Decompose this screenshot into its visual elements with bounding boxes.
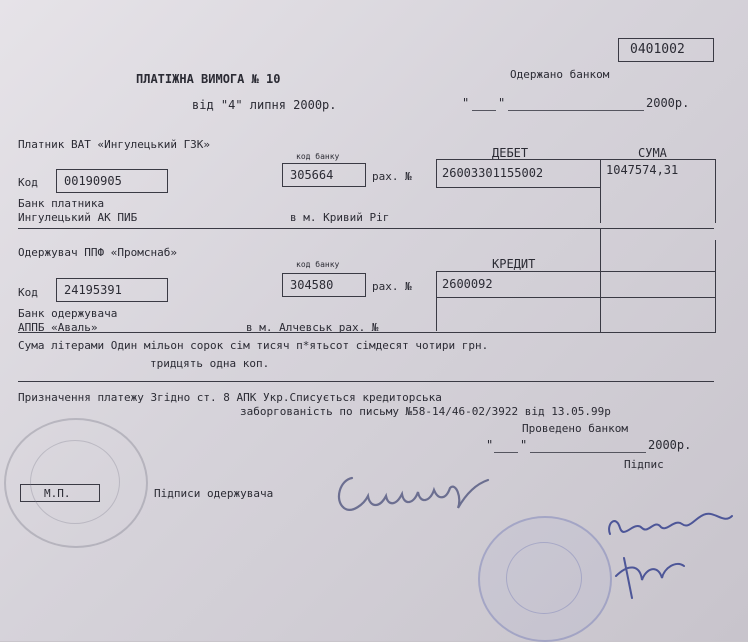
received-date-quote-open: " <box>462 96 470 110</box>
document-date: від "4" липня 2000р. <box>192 98 337 112</box>
recipient-bank-city: в м. Алчевськ рах. № <box>246 321 379 334</box>
bank-signature-image <box>598 494 744 608</box>
credit-mid-line <box>436 297 716 298</box>
payment-purpose-line-2: заборгованість по письму №58-14/46-02/3922 від 13.05.99р <box>240 405 611 418</box>
recipient-code-label: Код <box>18 286 38 299</box>
form-code: 0401002 <box>630 42 685 57</box>
processed-date-quote-mid: " <box>520 438 528 452</box>
payer-bank-label: Банк платника <box>18 197 105 210</box>
debit-header: ДЕБЕТ <box>492 146 529 160</box>
payer-code: 00190905 <box>64 174 122 188</box>
recipient-signature-image <box>330 464 500 520</box>
received-by-bank-label: Одержано банком <box>510 68 610 81</box>
recipient-bank-code: 304580 <box>290 278 334 292</box>
received-date-month-line <box>508 110 644 111</box>
received-date-year: 2000р. <box>646 96 690 110</box>
debit-top-line <box>436 159 716 160</box>
processed-date-month-line <box>530 452 646 453</box>
payer-section-bottom-line <box>18 228 714 229</box>
amount: 1047574,31 <box>606 163 679 177</box>
sum-lower-left-line <box>600 228 601 332</box>
debit-sum-divider <box>600 159 601 223</box>
credit-right-line <box>715 240 716 332</box>
bank-signature-label: Підпис <box>624 458 664 471</box>
debit-account: 26003301155002 <box>442 166 544 180</box>
payer-code-label: Код <box>18 176 38 189</box>
recipient-signatures-label: Підписи одержувача <box>154 487 274 500</box>
recipient-bank-code-label: код банку <box>296 260 340 269</box>
payer-bank-code: 305664 <box>290 168 334 182</box>
sum-header: СУМА <box>638 146 667 160</box>
processed-by-bank-label: Проведено банком <box>522 422 628 435</box>
recipient-account-label: рах. № <box>372 280 412 293</box>
recipient-line: Одержувач ППФ «Промснаб» <box>18 246 177 259</box>
received-date-quote-mid: " <box>498 96 506 110</box>
recipient-code: 24195391 <box>64 283 122 297</box>
credit-top-line <box>436 271 716 272</box>
processed-date-year: 2000р. <box>648 438 692 452</box>
received-date-day-line <box>472 110 496 111</box>
processed-date-day-line <box>494 452 518 453</box>
payment-purpose-line-1: Призначення платежу Згідно ст. 8 АПК Укр.Списується кредиторська <box>18 391 442 404</box>
payer-account-label: рах. № <box>372 170 412 183</box>
sum-right-line <box>715 159 716 223</box>
purpose-top-line <box>18 381 714 382</box>
document-title: ПЛАТІЖНА ВИМОГА № 10 <box>136 72 281 86</box>
debit-left-line <box>436 159 437 187</box>
payer-bank-name: Ингулецький АК ПИБ <box>18 211 138 224</box>
debit-bottom-line <box>436 187 600 188</box>
credit-header: КРЕДИТ <box>492 257 536 271</box>
right-stamp-inner <box>506 542 582 614</box>
recipient-bank-name: АППБ «Аваль» <box>18 321 98 334</box>
payer-bank-code-label: код банку <box>296 152 340 161</box>
left-stamp-inner <box>30 440 120 524</box>
credit-account: 2600092 <box>442 277 493 291</box>
payer-line: Платник ВАТ «Ингулецький ГЗК» <box>18 138 211 151</box>
recipient-section-bottom-line <box>18 332 716 333</box>
recipient-bank-label: Банк одержувача <box>18 307 118 320</box>
credit-left-line <box>436 271 437 331</box>
payer-bank-city: в м. Кривий Ріг <box>290 211 390 224</box>
sum-in-words-line-1: Сума літерами Один мільон сорок сім тисяч п*ятьсот сімдесят чотири грн. <box>18 339 489 352</box>
sum-in-words-line-2: тридцять одна коп. <box>150 357 270 370</box>
processed-date-quote-open: " <box>486 438 494 452</box>
mp-label: М.П. <box>44 487 71 500</box>
